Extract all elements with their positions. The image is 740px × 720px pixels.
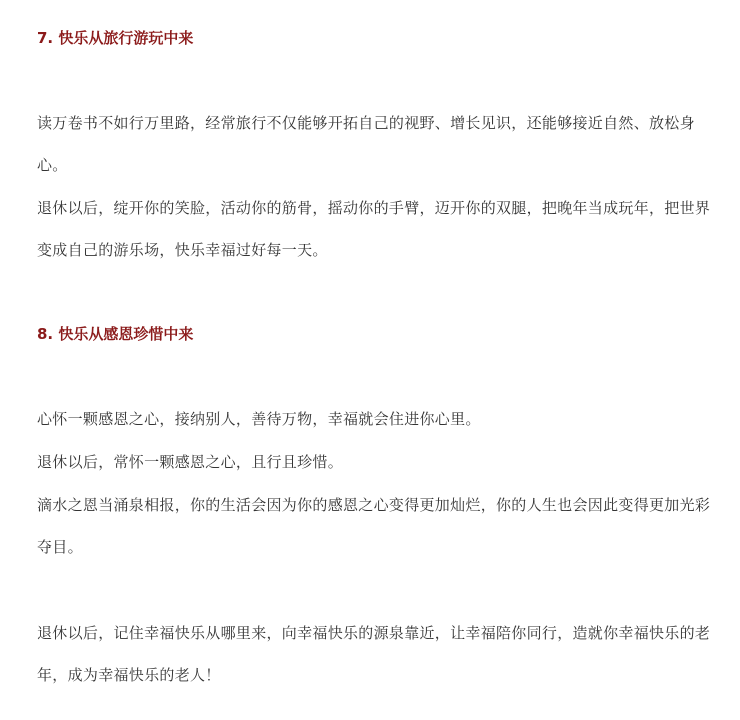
paragraph-gratitude-2: 退休以后，常怀一颗感恩之心，且行且珍惜。 <box>37 453 344 471</box>
paragraph-gratitude-1: 心怀一颗感恩之心，接纳别人，善待万物，幸福就会住进你心里。 <box>37 410 481 428</box>
section-heading-8: 8. 快乐从感恩珍惜中来 <box>37 325 194 343</box>
paragraph-closing: 退休以后，记住幸福快乐从哪里来，向幸福快乐的源泉靠近，让幸福陪你同行，造就你幸福快乐的老年，成为幸福快乐的老人！ <box>37 624 711 684</box>
paragraph-travel-2: 退休以后，绽开你的笑脸，活动你的筋骨，摇动你的手臂，迈开你的双腿，把晚年当成玩年，把世界变成自己的游乐场，快乐幸福过好每一天。 <box>37 199 711 259</box>
paragraph-travel-1: 读万卷书不如行万里路，经常旅行不仅能够开拓自己的视野、增长见识，还能够接近自然、放松身心。 <box>37 114 695 174</box>
section-heading-7: 7. 快乐从旅行游玩中来 <box>37 29 194 47</box>
paragraph-gratitude-3: 滴水之恩当涌泉相报，你的生活会因为你的感恩之心变得更加灿烂，你的人生也会因此变得更加光彩夺目。 <box>37 496 711 556</box>
